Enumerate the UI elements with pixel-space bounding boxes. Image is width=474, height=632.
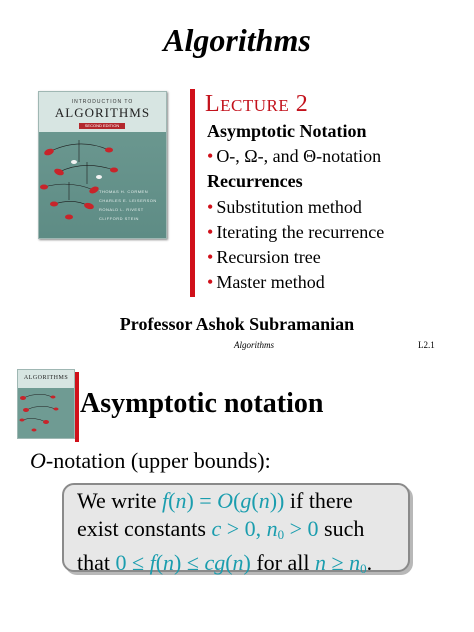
lecture-number: Lecture 2: [205, 91, 309, 117]
definition-text: [77, 487, 372, 583]
math-run: n: [315, 550, 327, 575]
bullet-text: Substitution method: [216, 197, 362, 217]
math-run: ≥: [326, 550, 350, 575]
math-run: O: [217, 488, 234, 513]
book-author: CLIFFORD STEIN: [99, 216, 139, 221]
bullet-icon: •: [207, 146, 214, 166]
heading-recurrences: Recurrences: [207, 171, 303, 191]
bullet-text: O-, Ω-, and Θ-notation: [216, 146, 382, 166]
bullet-master-method: [207, 272, 325, 293]
bullet-notation-types: [207, 146, 381, 167]
bullet-icon: •: [207, 197, 214, 217]
book-author: RONALD L. RIVEST: [99, 207, 144, 212]
bullet-text: Recursion tree: [216, 247, 321, 267]
bullet-text: Master method: [216, 272, 325, 292]
accent-divider: [75, 372, 79, 442]
math-run: g: [240, 488, 252, 513]
math-run: > 0,: [221, 516, 267, 541]
thumb-book-name: ALGORITHMS: [23, 375, 69, 381]
math-run: )): [269, 488, 285, 513]
bullet-text: Iterating the recurrence: [216, 222, 385, 242]
math-run: cg: [204, 550, 226, 575]
book-cover-thumbnail: [17, 369, 75, 439]
math-run: (: [251, 488, 259, 513]
text-run: .: [366, 550, 373, 575]
subtitle-text: -notation (upper bounds):: [45, 448, 271, 473]
professor-name: Professor Ashok Subramanian: [119, 314, 355, 334]
book-name-text: ALGORITHMS: [54, 105, 151, 120]
math-run: (: [233, 488, 241, 513]
math-run: c: [211, 516, 222, 541]
book-cover-image: [38, 91, 167, 239]
o-notation-subtitle: [30, 448, 271, 474]
book-authors: [99, 187, 159, 223]
math-run: ) =: [186, 488, 218, 513]
slide-asymptotic-notation: [0, 362, 474, 632]
definition-box: [62, 483, 410, 576]
math-run: n: [349, 550, 361, 575]
text-run: exist constants: [77, 516, 212, 541]
math-run: n: [266, 516, 278, 541]
math-run: (: [225, 550, 233, 575]
book-author: THOMAS H. CORMEN: [99, 189, 149, 194]
definition-line-1: [77, 487, 372, 515]
math-run: f: [149, 550, 156, 575]
book-author: CHARLES E. LEISERSON: [99, 198, 157, 203]
math-run: n: [258, 488, 270, 513]
math-run: ): [243, 550, 251, 575]
text-run: if there: [284, 488, 353, 513]
bullet-iterating: [207, 222, 384, 243]
thumb-mobile-illustration: [18, 388, 74, 438]
math-run: n: [163, 550, 175, 575]
slide-title: Algorithms: [163, 22, 311, 58]
bullet-substitution: [207, 197, 362, 218]
heading-asymptotic-notation: Asymptotic Notation: [207, 121, 367, 141]
footer-course: Algorithms: [234, 340, 275, 350]
math-run: f: [161, 488, 169, 513]
bullet-icon: •: [207, 272, 214, 292]
definition-line-2: [77, 515, 372, 549]
text-run: for all: [250, 550, 316, 575]
footer-slide-number: L2.1: [418, 340, 435, 350]
definition-line-3: [77, 549, 372, 583]
bullet-recursion-tree: [207, 247, 321, 268]
math-run: 0 ≤: [115, 550, 150, 575]
math-run: n: [175, 488, 187, 513]
text-run: We write: [77, 488, 162, 513]
text-run: such: [318, 516, 365, 541]
bullet-icon: •: [207, 247, 214, 267]
o-symbol: O: [30, 448, 46, 473]
text-run: that: [77, 550, 116, 575]
book-edition-badge: SECOND EDITION: [79, 123, 125, 129]
slide-title: Asymptotic notation: [80, 388, 324, 419]
book-intro-text: INTRODUCTION TO: [71, 99, 134, 105]
math-subscript: 0: [277, 527, 285, 542]
math-subscript: 0: [360, 561, 367, 576]
math-run: > 0: [284, 516, 319, 541]
math-run: (: [168, 488, 176, 513]
bullet-icon: •: [207, 222, 214, 242]
math-run: n: [232, 550, 244, 575]
math-run: (: [155, 550, 164, 575]
accent-divider: [190, 89, 195, 297]
math-run: ) ≤: [174, 550, 205, 575]
